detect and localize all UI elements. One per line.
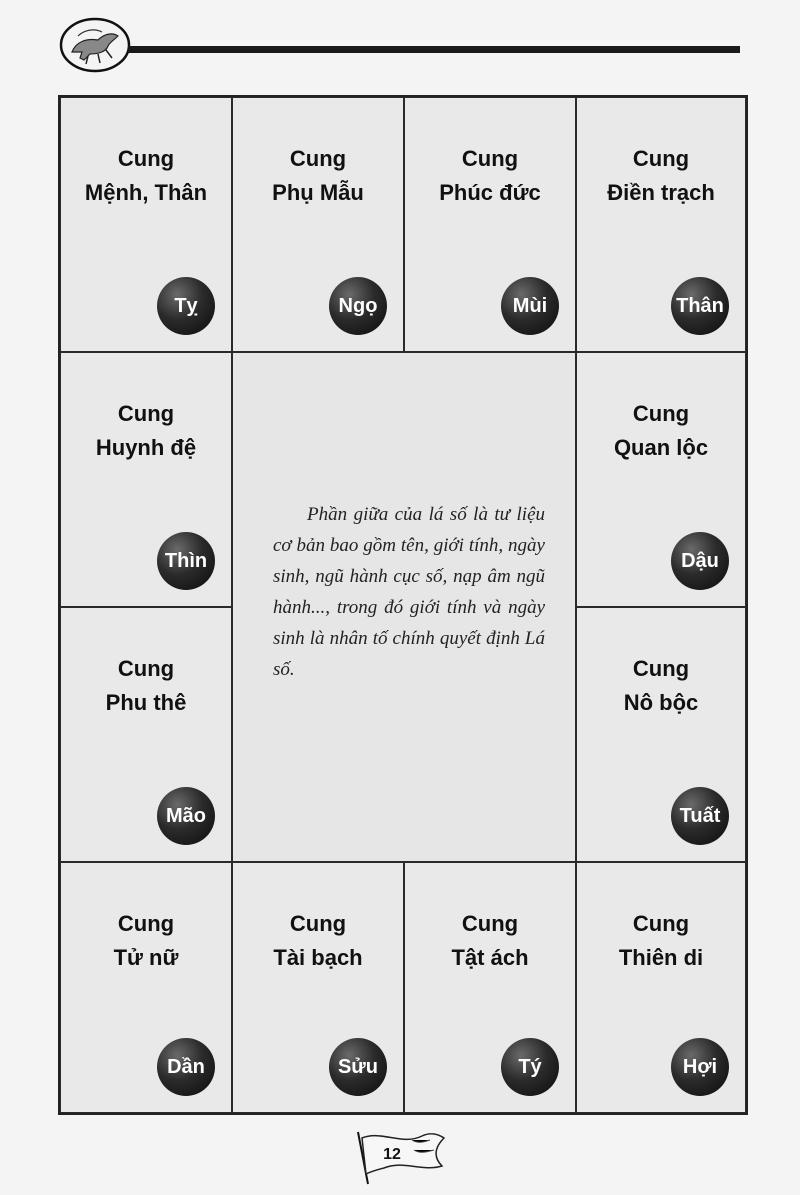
- palace-name: Huynh đệ: [95, 435, 197, 460]
- palace-cell: [576, 607, 746, 862]
- palace-name: Thiên di: [618, 945, 704, 970]
- page-number: 12: [383, 1146, 401, 1163]
- branch-badge: Thân: [671, 277, 729, 335]
- palace-label: [405, 142, 575, 210]
- palace-prefix: Cung: [632, 146, 690, 171]
- palace-prefix: Cung: [632, 401, 690, 426]
- branch-badge: Mão: [157, 787, 215, 845]
- branch-badge: Sửu: [329, 1038, 387, 1096]
- palace-cell: [576, 97, 746, 352]
- palace-label: [61, 142, 231, 210]
- palace-cell: [576, 352, 746, 607]
- palace-cell: [404, 862, 576, 1113]
- palace-label: [233, 907, 403, 975]
- palace-prefix: Cung: [461, 911, 519, 936]
- palace-name: Điền trạch: [607, 180, 715, 205]
- palace-label: [577, 397, 745, 465]
- palace-prefix: Cung: [461, 146, 519, 171]
- palace-cell: [576, 862, 746, 1113]
- horoscope-grid: [58, 95, 748, 1115]
- palace-prefix: Cung: [632, 911, 690, 936]
- branch-badge: Thìn: [157, 532, 215, 590]
- palace-label: [61, 907, 231, 975]
- palace-prefix: Cung: [289, 146, 347, 171]
- palace-name: Tật ách: [451, 945, 529, 970]
- horse-emblem-icon: [58, 16, 132, 74]
- palace-label: [577, 907, 745, 975]
- palace-cell: [232, 862, 404, 1113]
- palace-prefix: Cung: [289, 911, 347, 936]
- palace-prefix: Cung: [117, 656, 175, 681]
- branch-badge: Tỵ: [157, 277, 215, 335]
- branch-badge: Dậu: [671, 532, 729, 590]
- branch-badge: Ngọ: [329, 277, 387, 335]
- palace-label: [577, 142, 745, 210]
- palace-name: Quan lộc: [613, 435, 709, 460]
- palace-prefix: Cung: [117, 911, 175, 936]
- center-description: Phần giữa của lá số là tư liệu cơ bản bao gồm tên, giới tính, ngày sinh, ngũ hành cục số, nạp âm ngũ hành..., trong đó giới tính và ngày sinh là nhân tố chính quyết định Lá số.: [273, 504, 545, 680]
- palace-prefix: Cung: [117, 146, 175, 171]
- branch-badge: Tuất: [671, 787, 729, 845]
- palace-prefix: Cung: [632, 656, 690, 681]
- palace-name: Phu thê: [105, 690, 187, 715]
- center-info-panel: [232, 352, 576, 862]
- header-rule: [128, 46, 740, 53]
- palace-name: Phụ Mẫu: [272, 180, 364, 205]
- palace-cell: [60, 97, 232, 352]
- palace-name: Mệnh, Thân: [84, 180, 208, 205]
- branch-badge: Tý: [501, 1038, 559, 1096]
- palace-label: [405, 907, 575, 975]
- branch-badge: Hợi: [671, 1038, 729, 1096]
- branch-badge: Dần: [157, 1038, 215, 1096]
- palace-label: [233, 142, 403, 210]
- palace-label: [61, 652, 231, 720]
- palace-name: Nô bộc: [623, 690, 699, 715]
- palace-cell: [60, 607, 232, 862]
- palace-name: Phúc đức: [439, 180, 541, 205]
- palace-cell: [60, 862, 232, 1113]
- palace-name: Tài bạch: [273, 945, 363, 970]
- palace-label: [577, 652, 745, 720]
- palace-name: Tử nữ: [113, 945, 179, 970]
- palace-cell: [232, 97, 404, 352]
- branch-badge: Mùi: [501, 277, 559, 335]
- palace-label: [61, 397, 231, 465]
- palace-cell: [404, 97, 576, 352]
- palace-prefix: Cung: [117, 401, 175, 426]
- palace-cell: [60, 352, 232, 607]
